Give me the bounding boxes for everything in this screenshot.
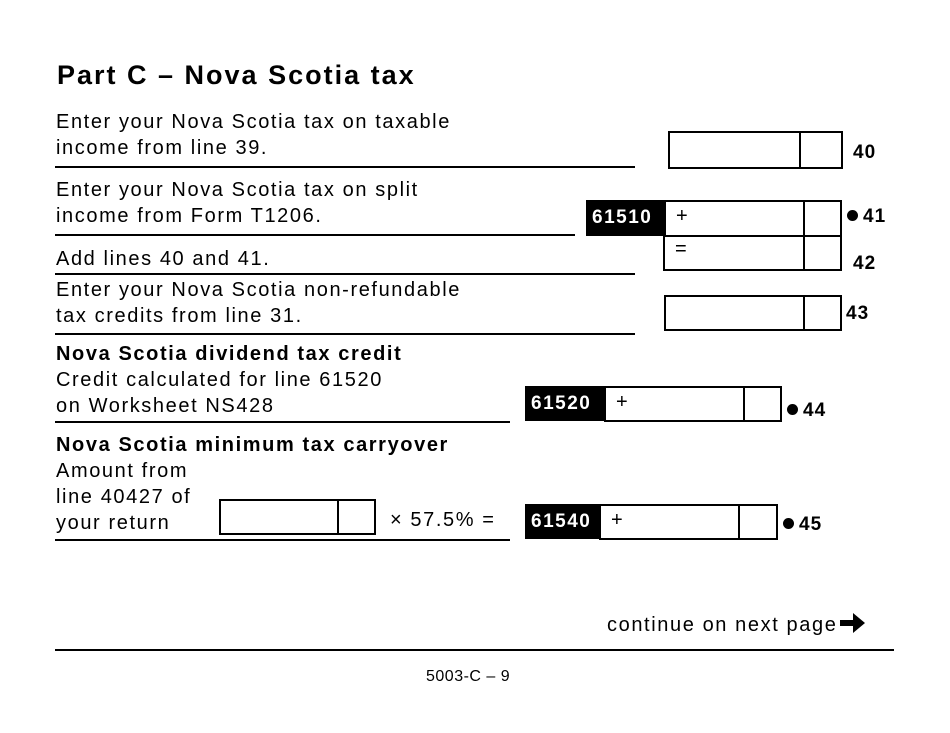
bullet-icon — [847, 210, 858, 221]
multiplier-text: × 57.5% = — [390, 509, 496, 531]
line-41-number: 41 — [847, 206, 886, 228]
line-44-code: 61520 — [525, 386, 606, 421]
line-44-number: 44 — [787, 400, 826, 422]
line-40-number: 40 — [853, 142, 877, 163]
line-45-text-2: line 40427 of — [56, 486, 192, 508]
line-43-amount-field[interactable] — [664, 295, 842, 331]
line-44-underline — [55, 421, 510, 423]
line-45-amount-field[interactable] — [599, 504, 778, 540]
bullet-icon — [787, 404, 798, 415]
cents-divider — [803, 237, 805, 269]
line-45-underline — [55, 539, 510, 541]
line-40-amount-field[interactable] — [668, 131, 843, 169]
continue-text: continue on next page — [607, 614, 838, 636]
line-43-text-1: Enter your Nova Scotia non-refundable — [56, 279, 461, 301]
line-41-underline — [55, 234, 575, 236]
footer-rule — [55, 649, 894, 651]
line-45-heading: Nova Scotia minimum tax carryover — [56, 434, 449, 456]
line-40-underline — [55, 166, 635, 168]
line-45-carryover-field[interactable] — [219, 499, 376, 535]
line-41-code: 61510 — [586, 200, 666, 236]
line-42-number: 42 — [853, 253, 877, 274]
continue-link[interactable] — [607, 612, 866, 641]
cents-divider — [799, 133, 801, 167]
line-41-amount-field[interactable] — [664, 200, 842, 237]
plus-sign: + — [616, 391, 628, 413]
line-43-label — [56, 277, 461, 329]
line-40-text-1: Enter your Nova Scotia tax on taxable — [56, 111, 451, 133]
plus-sign: + — [611, 509, 623, 531]
arrow-right-icon — [840, 612, 866, 641]
cents-divider — [743, 388, 745, 420]
cents-divider — [803, 297, 805, 329]
line-45-number: 45 — [783, 514, 822, 536]
line-45-text-3: your return — [56, 512, 171, 534]
line-43-underline — [55, 333, 635, 335]
line-43-text-2: tax credits from line 31. — [56, 305, 303, 327]
line-44-text-2: on Worksheet NS428 — [56, 395, 275, 417]
line-44-amount-field[interactable] — [604, 386, 782, 422]
line-41-text-2: income from Form T1206. — [56, 205, 323, 227]
cents-divider — [738, 506, 740, 538]
bullet-icon — [783, 518, 794, 529]
line-45-code: 61540 — [525, 504, 601, 539]
line-40-text-2: income from line 39. — [56, 137, 269, 159]
line-42-amount-field[interactable] — [663, 235, 842, 271]
line-42-underline — [55, 273, 635, 275]
plus-sign: + — [676, 205, 688, 227]
line-41-label — [56, 177, 419, 229]
section-title: Part C – Nova Scotia tax — [57, 60, 416, 90]
cents-divider — [337, 501, 339, 533]
page-label: 5003-C – 9 — [426, 668, 511, 685]
equals-sign: = — [675, 238, 687, 260]
cents-divider — [803, 202, 805, 235]
line-43-number: 43 — [846, 303, 870, 324]
line-42-label: Add lines 40 and 41. — [56, 248, 271, 270]
line-44-heading: Nova Scotia dividend tax credit — [56, 343, 403, 365]
line-40-label — [56, 109, 451, 161]
line-41-text-1: Enter your Nova Scotia tax on split — [56, 179, 419, 201]
line-44-text-1: Credit calculated for line 61520 — [56, 369, 383, 391]
line-45-text-1: Amount from — [56, 460, 189, 482]
line-44-label — [56, 341, 402, 419]
